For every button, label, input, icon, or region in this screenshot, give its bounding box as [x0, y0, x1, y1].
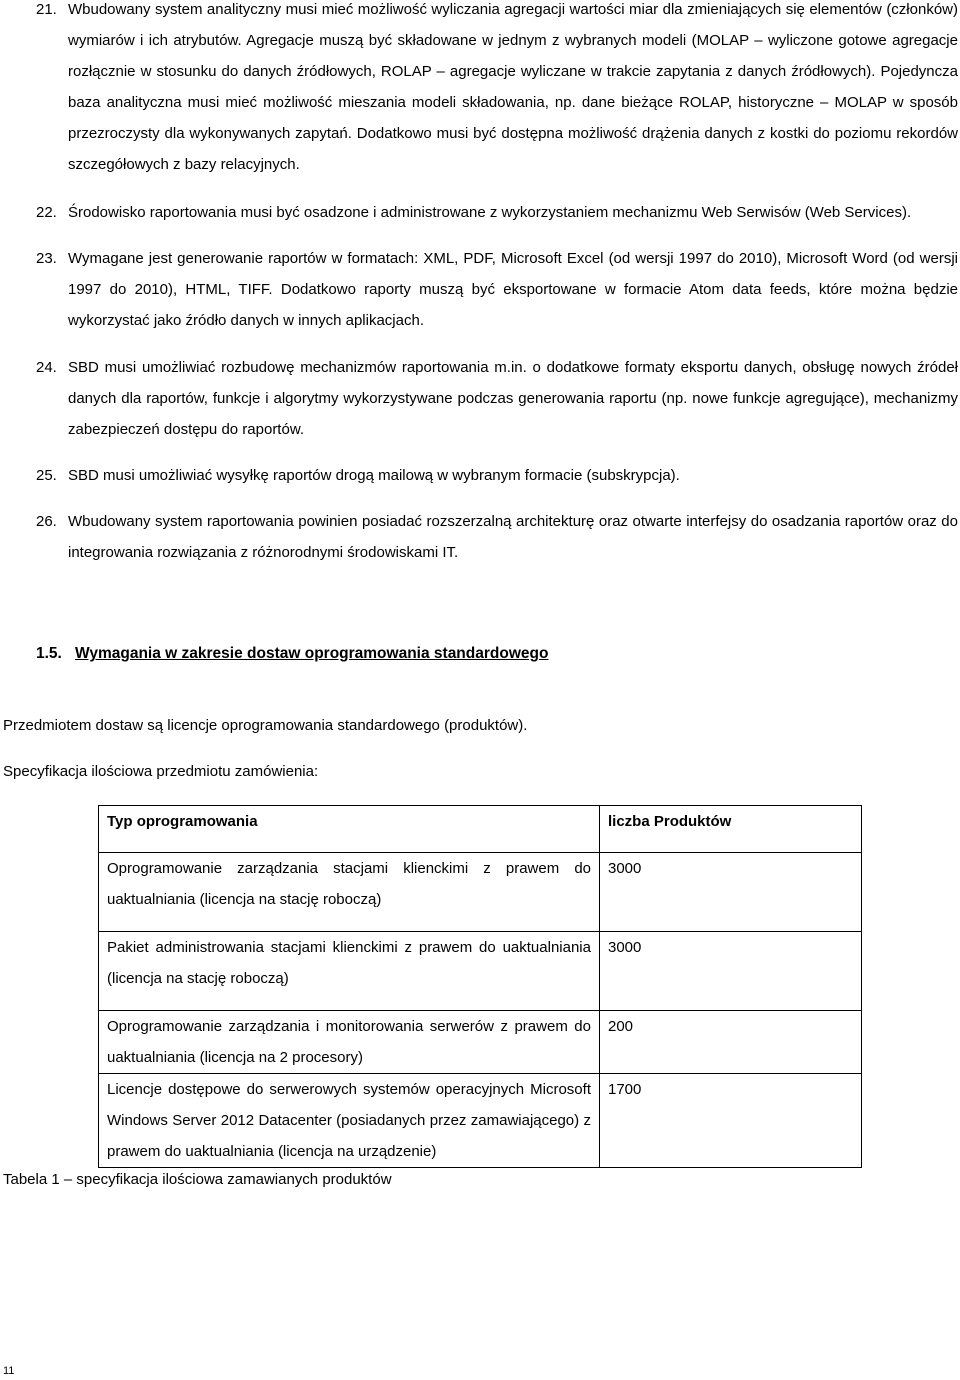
- table-row: [99, 1074, 862, 1168]
- item-number: 24.: [36, 359, 57, 376]
- item-text: SBD musi umożliwiać wysyłkę raportów drogą mailową w wybranym formacie (subskrypcja).: [68, 467, 680, 484]
- cell-count: 3000: [600, 853, 862, 932]
- page-number: 11: [3, 1365, 15, 1377]
- cell-count: 200: [600, 1011, 862, 1074]
- table-header-row: [99, 806, 862, 853]
- cell-type: Licencje dostępowe do serwerowych systemów operacyjnych Microsoft Windows Server 2012 Datacenter (posiadanych przez zamawiającego) z prawem do uaktualniania (licencja na urządzenie): [99, 1074, 600, 1168]
- item-text: Środowisko raportowania musi być osadzone i administrowane z wykorzystaniem mechanizmu Web Serwisów (Web Services).: [68, 204, 912, 221]
- section-number: 1.5.: [36, 645, 62, 662]
- cell-type: Oprogramowanie zarządzania i monitorowania serwerów z prawem do uaktualniania (licencja na 2 procesory): [99, 1011, 600, 1074]
- item-number: 22.: [36, 204, 57, 221]
- item-text: SBD musi umożliwiać rozbudowę mechanizmów raportowania m.in. o dodatkowe formaty eksportu danych, obsługę nowych źródeł danych dla raportów, funkcje i algorytmy wykorzystywane podczas generowania raportu (np. nowe funkcje agregujące), mechanizmy zabezpieczeń dostępu do raportów.: [68, 359, 958, 438]
- section-title: Wymagania w zakresie dostaw oprogramowania standardowego: [75, 645, 549, 662]
- table-caption: Tabela 1 – specyfikacja ilościowa zamawianych produktów: [3, 1171, 392, 1188]
- header-count: liczba Produktów: [600, 806, 862, 853]
- item-number: 21.: [36, 1, 57, 18]
- item-number: 25.: [36, 467, 57, 484]
- item-text: Wbudowany system raportowania powinien posiadać rozszerzalną architekturę oraz otwarte interfejsy do osadzania raportów oraz do integrowania rozwiązania z różnorodnymi środowiskami IT.: [68, 513, 958, 561]
- table-row: [99, 932, 862, 1011]
- spec-label: Specyfikacja ilościowa przedmiotu zamówienia:: [3, 763, 319, 780]
- intro-paragraph: Przedmiotem dostaw są licencje oprogramowania standardowego (produktów).: [3, 717, 528, 734]
- cell-type: Pakiet administrowania stacjami klienckimi z prawem do uaktualniania (licencja na stację roboczą): [99, 932, 600, 1011]
- header-type: Typ oprogramowania: [99, 806, 600, 853]
- table-row: [99, 853, 862, 932]
- table-row: [99, 1011, 862, 1074]
- cell-count: 1700: [600, 1074, 862, 1168]
- item-number: 23.: [36, 250, 57, 267]
- item-text: Wbudowany system analityczny musi mieć możliwość wyliczania agregacji wartości miar dla zmieniających się elementów (członków) wymiarów i ich atrybutów. Agregacje muszą być składowane w jednym z wybranych modeli (MOLAP – wyliczone gotowe agregacje rozłącznie w stosunku do danych źródłowych, ROLAP – agregacje wyliczane w trakcie zapytania z danych źródłowych). Pojedyncza baza analityczna musi mieć możliwość mieszania modeli składowania, np. dane bieżące ROLAP, historyczne – MOLAP w sposób przezroczysty dla wykonywanych zapytań. Dodatkowo musi być dostępna możliwość drążenia danych z kostki do poziomu rekordów szczegółowych z bazy relacyjnych.: [68, 1, 958, 173]
- spec-table: [98, 805, 862, 1168]
- cell-type: Oprogramowanie zarządzania stacjami klienckimi z prawem do uaktualniania (licencja na stację roboczą): [99, 853, 600, 932]
- section-heading: [36, 642, 548, 666]
- cell-count: 3000: [600, 932, 862, 1011]
- item-text: Wymagane jest generowanie raportów w formatach: XML, PDF, Microsoft Excel (od wersji 1997 do 2010), Microsoft Word (od wersji 1997 do 2010), HTML, TIFF. Dodatkowo raporty muszą być eksportowane w formacie Atom data feeds, które można będzie wykorzystać jako źródło danych w innych aplikacjach.: [68, 250, 958, 329]
- item-number: 26.: [36, 513, 57, 530]
